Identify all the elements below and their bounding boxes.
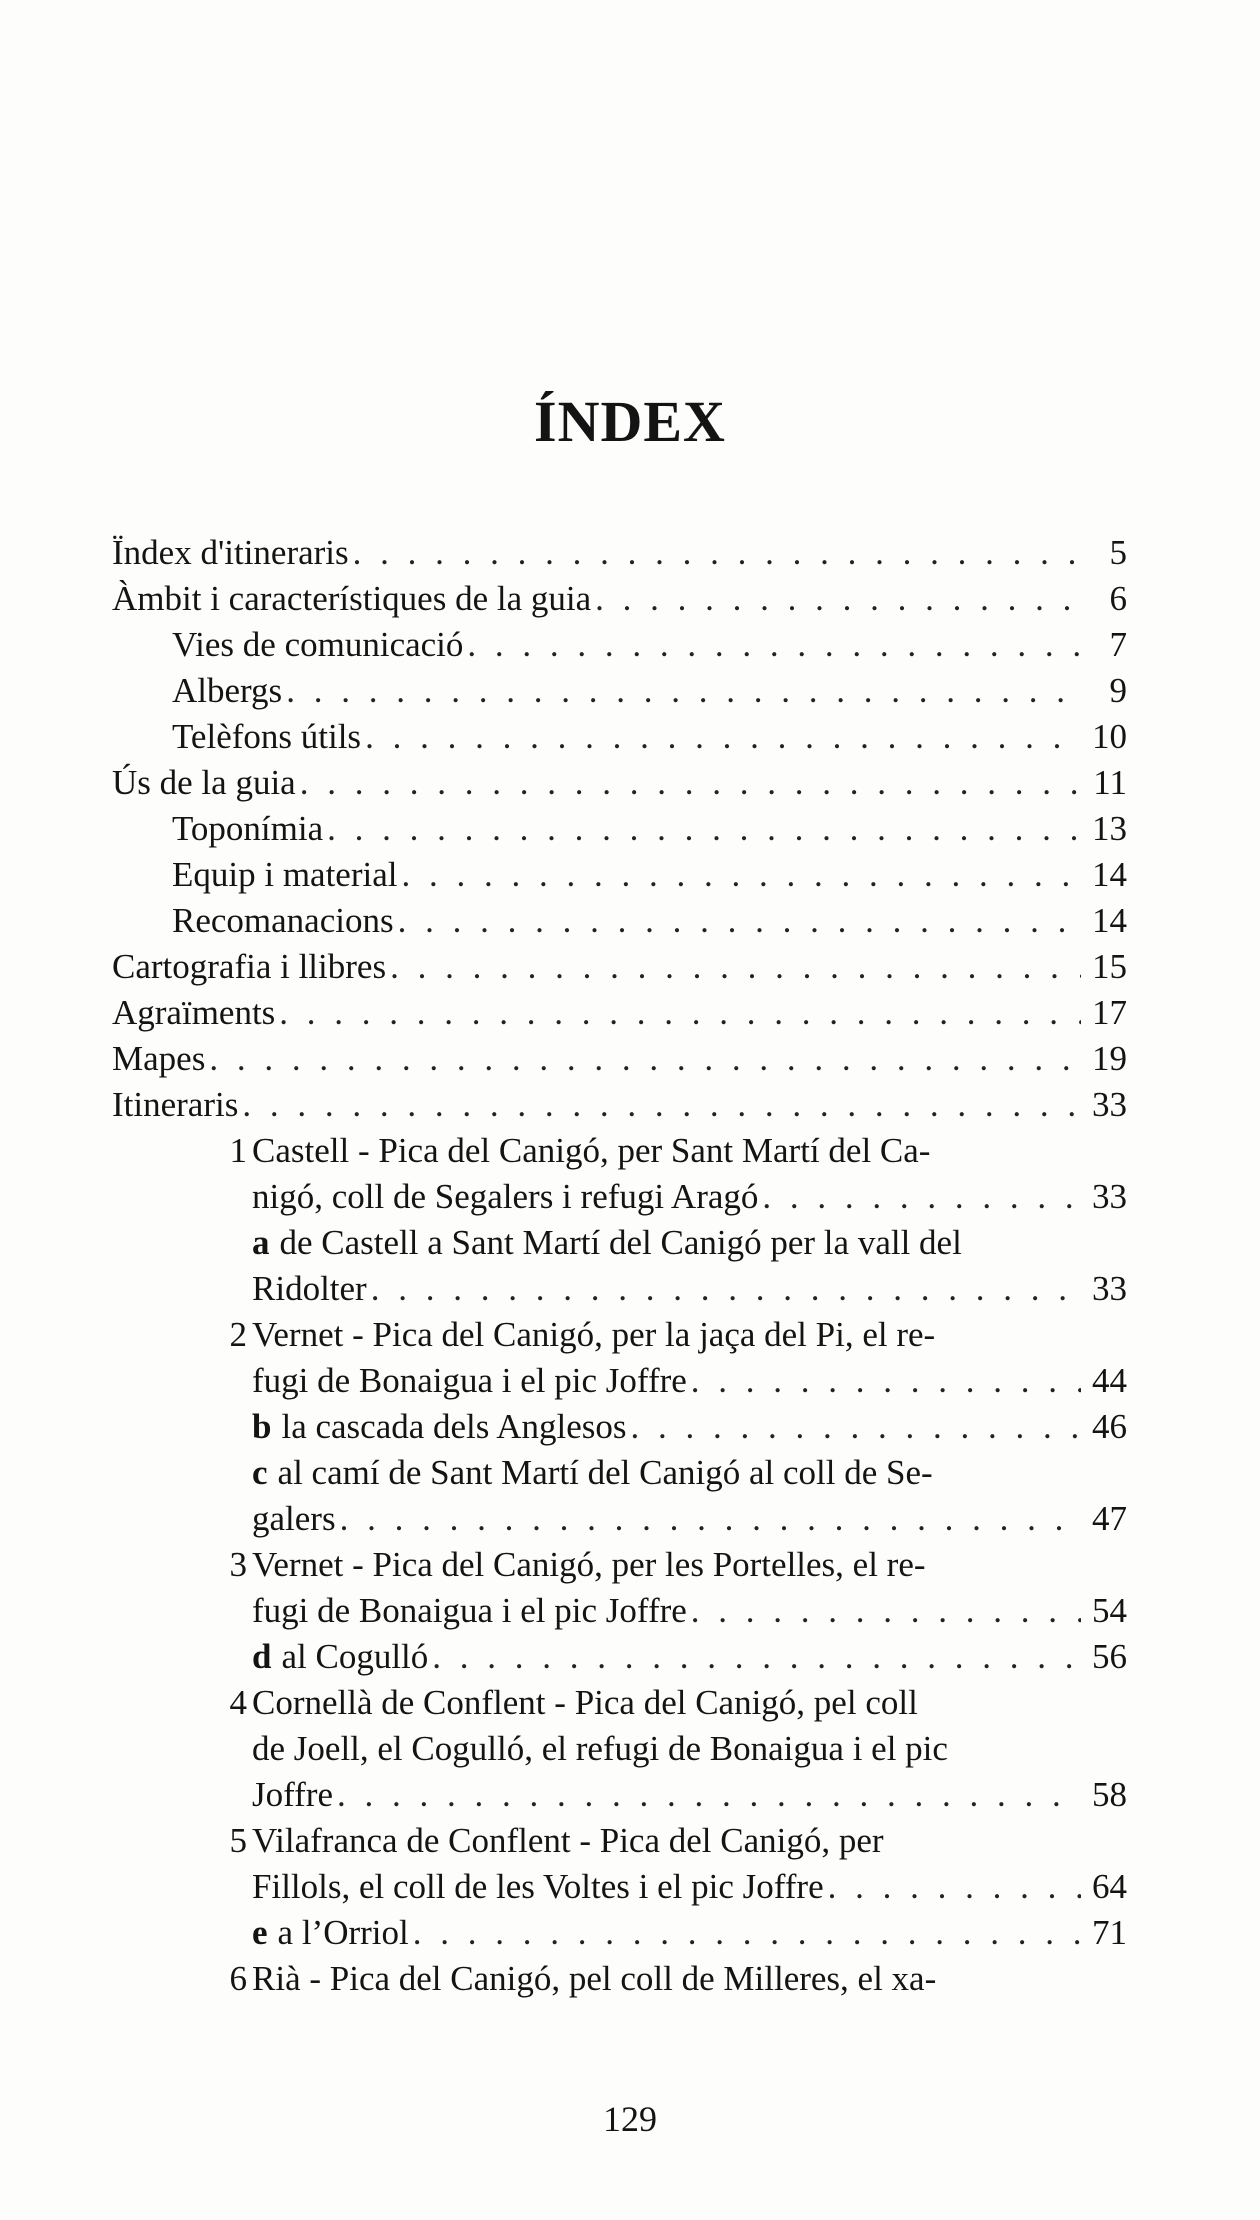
toc-page-number: 33 (1092, 1177, 1127, 1216)
toc-entry[interactable]: Ús de la guia . . . 11 (112, 760, 1127, 806)
page-number: 129 (603, 2099, 657, 2139)
toc-page-number: 71 (1092, 1913, 1127, 1952)
itinerary-number: 1 (229, 1131, 247, 1170)
variant-letter: d (252, 1637, 272, 1676)
toc-page-number: 54 (1092, 1591, 1127, 1630)
variant-entry-continuation[interactable]: Ridolter . . . 33 (112, 1266, 1127, 1312)
toc-page-number: 58 (1092, 1775, 1127, 1814)
toc-page-number: 33 (1092, 1269, 1127, 1308)
itinerary-entry[interactable]: 3 Vernet - Pica del Canigó, per les Portelles, el re- (112, 1542, 1127, 1588)
toc-page-number: 47 (1092, 1499, 1127, 1538)
itinerary-entry[interactable]: 5 Vilafranca de Conflent - Pica del Canigó, per (112, 1818, 1127, 1864)
variant-letter: b (252, 1407, 272, 1446)
variant-entry-continuation[interactable]: galers . . . 47 (112, 1496, 1127, 1542)
itinerary-number: 6 (229, 1959, 247, 1998)
toc-page-number: 15 (1092, 947, 1127, 986)
itinerary-entry-continuation[interactable]: de Joell, el Cogulló, el refugi de Bonaigua i el pic (252, 1729, 948, 1768)
toc-entry[interactable]: Mapes . . . 19 (112, 1036, 1127, 1082)
itinerary-entry-continuation[interactable]: fugi de Bonaigua i el pic Joffre . . . 44 (112, 1358, 1127, 1404)
toc-entry[interactable]: Ïndex d'itineraris . . . 5 (112, 530, 1127, 576)
toc-entry[interactable]: Itineraris . . . 33 (112, 1082, 1127, 1128)
toc-page-number: 14 (1092, 855, 1127, 894)
variant-entry[interactable]: d al Cogulló . . . 56 (112, 1634, 1127, 1680)
variant-letter: a (252, 1223, 270, 1262)
toc-page-number: 11 (1093, 763, 1127, 802)
toc-entry[interactable]: Àmbit i característiques de la guia . . . 6 (112, 576, 1127, 622)
itinerary-entry[interactable]: 4 Cornellà de Conflent - Pica del Canigó, pel coll (112, 1680, 1127, 1726)
itinerary-entry-continuation[interactable]: Joffre . . . 58 (112, 1772, 1127, 1818)
variant-entry[interactable]: b la cascada dels Anglesos . . . 46 (112, 1404, 1127, 1450)
itinerary-entry[interactable]: 2 Vernet - Pica del Canigó, per la jaça del Pi, el re- (112, 1312, 1127, 1358)
toc-page-number: 14 (1092, 901, 1127, 940)
itinerary-entry-continuation[interactable]: Fillols, el coll de les Voltes i el pic Joffre . . . 64 (112, 1864, 1127, 1910)
toc-subentry[interactable]: Recomanacions . . . 14 (112, 898, 1127, 944)
table-of-contents (112, 530, 1127, 2002)
itinerary-entry-continuation[interactable]: fugi de Bonaigua i el pic Joffre . . . 54 (112, 1588, 1127, 1634)
variant-entry[interactable]: a de Castell a Sant Martí del Canigó per la vall del (252, 1223, 962, 1262)
toc-subentry[interactable]: Albergs . . . 9 (112, 668, 1127, 714)
variant-letter: e (252, 1913, 268, 1952)
itinerary-number: 3 (229, 1545, 247, 1584)
toc-page-number: 6 (1109, 579, 1127, 618)
toc-page-number: 13 (1092, 809, 1127, 848)
toc-entry[interactable]: Agraïments . . . 17 (112, 990, 1127, 1036)
toc-page-number: 56 (1092, 1637, 1127, 1676)
variant-entry[interactable]: e a l’Orriol . . . 71 (112, 1910, 1127, 1956)
itinerary-entry-continuation[interactable]: nigó, coll de Segalers i refugi Aragó . . . 33 (112, 1174, 1127, 1220)
toc-page-number: 5 (1109, 533, 1127, 572)
toc-page-number: 33 (1092, 1085, 1127, 1124)
itinerary-entry[interactable]: 6 Rià - Pica del Canigó, pel coll de Milleres, el xa- (112, 1956, 1127, 2002)
itinerary-number: 5 (229, 1821, 247, 1860)
toc-page-number: 17 (1092, 993, 1127, 1032)
page-title: ÍNDEX (534, 389, 726, 454)
toc-page-number: 64 (1092, 1867, 1127, 1906)
toc-subentry[interactable]: Equip i material . . . 14 (112, 852, 1127, 898)
variant-entry[interactable]: c al camí de Sant Martí del Canigó al coll de Se- (252, 1453, 933, 1492)
itinerary-entry[interactable]: 1 Castell - Pica del Canigó, per Sant Martí del Ca- (112, 1128, 1127, 1174)
toc-subentry[interactable]: Telèfons útils . . . 10 (112, 714, 1127, 760)
variant-letter: c (252, 1453, 268, 1492)
toc-page-number: 19 (1092, 1039, 1127, 1078)
toc-subentry[interactable]: Toponímia . . . 13 (112, 806, 1127, 852)
toc-page-number: 46 (1092, 1407, 1127, 1446)
toc-page-number: 7 (1109, 625, 1127, 664)
toc-page-number: 9 (1109, 671, 1127, 710)
toc-subentry[interactable]: Vies de comunicació . . . 7 (112, 622, 1127, 668)
itinerary-number: 2 (229, 1315, 247, 1354)
toc-page-number: 10 (1092, 717, 1127, 756)
toc-entry[interactable]: Cartografia i llibres . . . 15 (112, 944, 1127, 990)
itinerary-number: 4 (229, 1683, 247, 1722)
toc-page-number: 44 (1092, 1361, 1127, 1400)
